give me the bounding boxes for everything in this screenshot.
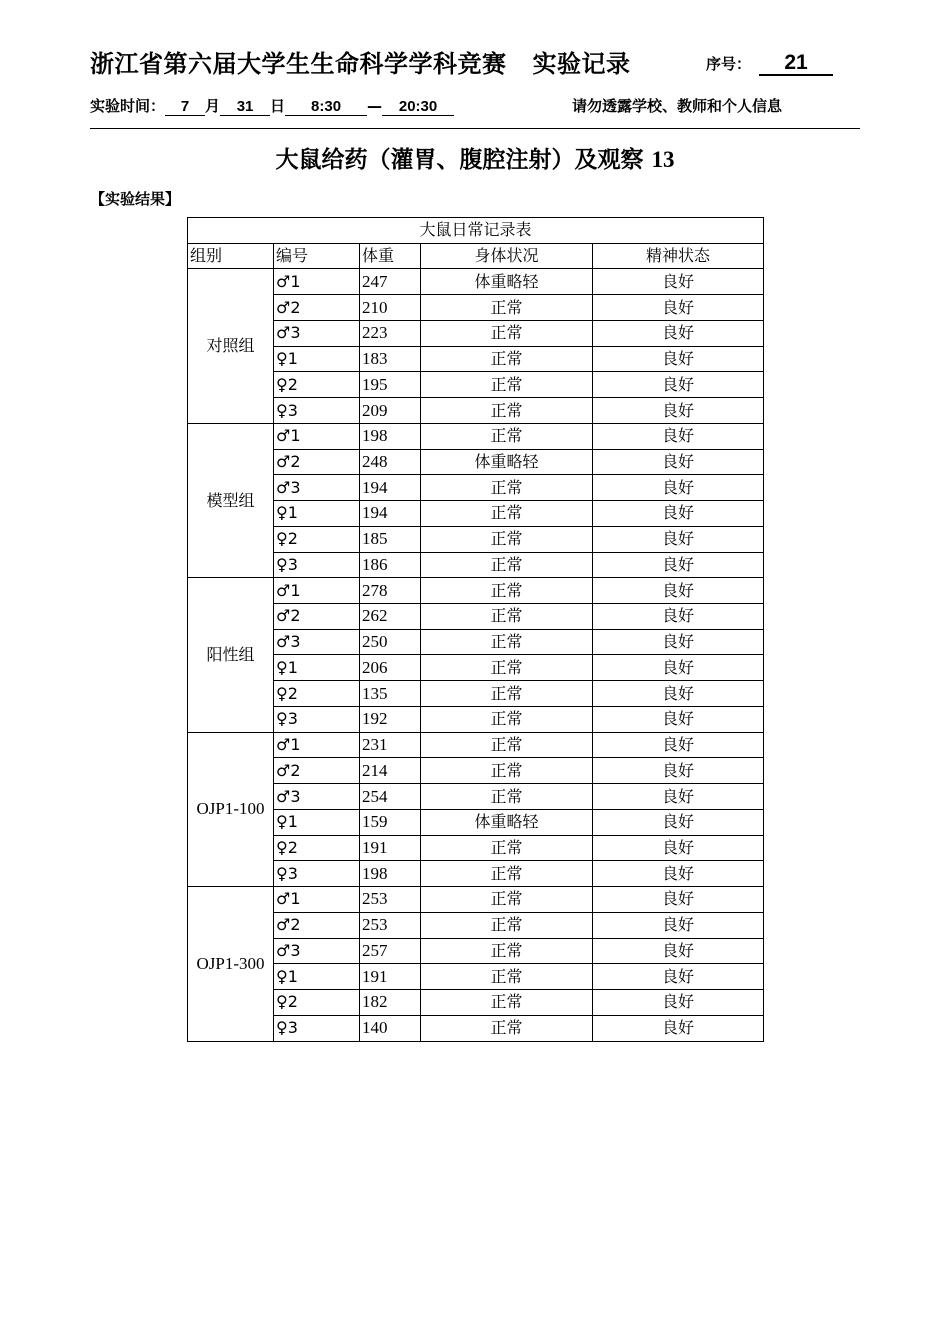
body-condition-cell: 正常 [421, 1015, 593, 1041]
weight-cell: 254 [360, 784, 421, 810]
weight-cell: 250 [360, 629, 421, 655]
body-condition-cell: 正常 [421, 475, 593, 501]
weight-cell: 185 [360, 526, 421, 552]
table-caption-row [188, 218, 764, 244]
weight-cell: 159 [360, 809, 421, 835]
rat-id-cell: ♂2 [274, 604, 360, 630]
rat-id-cell: ♂1 [274, 423, 360, 449]
rat-id-cell: ♂3 [274, 475, 360, 501]
document-title-number: 13 [651, 147, 675, 172]
body-condition-cell: 正常 [421, 346, 593, 372]
body-condition-cell: 正常 [421, 964, 593, 990]
table-row [188, 346, 764, 372]
mental-state-cell: 良好 [593, 423, 764, 449]
mental-state-cell: 良好 [593, 758, 764, 784]
rat-id-cell: ♀3 [274, 1015, 360, 1041]
weight-cell: 257 [360, 938, 421, 964]
body-condition-cell: 正常 [421, 604, 593, 630]
table-row [188, 784, 764, 810]
column-header-group: 组别 [188, 243, 274, 269]
table-row [188, 861, 764, 887]
body-condition-cell: 正常 [421, 732, 593, 758]
weight-cell: 195 [360, 372, 421, 398]
mental-state-cell: 良好 [593, 604, 764, 630]
body-condition-cell: 正常 [421, 887, 593, 913]
table-row [188, 449, 764, 475]
rat-id-cell: ♂1 [274, 732, 360, 758]
weight-cell: 278 [360, 578, 421, 604]
mental-state-cell: 良好 [593, 501, 764, 527]
weight-cell: 183 [360, 346, 421, 372]
mental-state-cell: 良好 [593, 629, 764, 655]
table-row [188, 475, 764, 501]
rat-id-cell: ♀2 [274, 990, 360, 1016]
rat-id-cell: ♂2 [274, 449, 360, 475]
month-value: 7 [165, 98, 205, 116]
table-row [188, 526, 764, 552]
table-row [188, 320, 764, 346]
table-row [188, 887, 764, 913]
rat-daily-record-table [187, 217, 764, 1042]
record-label: 实验记录 [532, 50, 631, 78]
day-value: 31 [220, 98, 270, 116]
body-condition-cell: 正常 [421, 552, 593, 578]
weight-cell: 191 [360, 835, 421, 861]
body-condition-cell: 正常 [421, 629, 593, 655]
rat-id-cell: ♂3 [274, 938, 360, 964]
mental-state-cell: 良好 [593, 475, 764, 501]
weight-cell: 209 [360, 398, 421, 424]
rat-id-cell: ♂2 [274, 912, 360, 938]
mental-state-cell: 良好 [593, 372, 764, 398]
body-condition-cell: 正常 [421, 758, 593, 784]
table-row [188, 1015, 764, 1041]
table-row [188, 295, 764, 321]
serial-number: 21 [759, 52, 833, 76]
mental-state-cell: 良好 [593, 912, 764, 938]
mental-state-cell: 良好 [593, 964, 764, 990]
mental-state-cell: 良好 [593, 887, 764, 913]
table-row [188, 423, 764, 449]
privacy-note: 请勿透露学校、教师和个人信息 [572, 97, 783, 115]
body-condition-cell: 体重略轻 [421, 269, 593, 295]
body-condition-cell: 正常 [421, 912, 593, 938]
table-row [188, 809, 764, 835]
rat-id-cell: ♂3 [274, 629, 360, 655]
rat-id-cell: ♂1 [274, 269, 360, 295]
mental-state-cell: 良好 [593, 295, 764, 321]
mental-state-cell: 良好 [593, 269, 764, 295]
weight-cell: 214 [360, 758, 421, 784]
competition-title [90, 44, 631, 79]
column-header-body-condition: 身体状况 [421, 243, 593, 269]
table-row [188, 629, 764, 655]
table-row [188, 938, 764, 964]
table-caption: 大鼠日常记录表 [188, 218, 764, 244]
weight-cell: 247 [360, 269, 421, 295]
mental-state-cell: 良好 [593, 938, 764, 964]
rat-id-cell: ♀2 [274, 526, 360, 552]
mental-state-cell: 良好 [593, 398, 764, 424]
mental-state-cell: 良好 [593, 809, 764, 835]
table-row [188, 552, 764, 578]
table-row [188, 964, 764, 990]
experiment-time-row [90, 95, 454, 116]
mental-state-cell: 良好 [593, 578, 764, 604]
body-condition-cell: 正常 [421, 295, 593, 321]
body-condition-cell: 正常 [421, 372, 593, 398]
weight-cell: 192 [360, 706, 421, 732]
body-condition-cell: 正常 [421, 784, 593, 810]
mental-state-cell: 良好 [593, 1015, 764, 1041]
body-condition-cell: 体重略轻 [421, 809, 593, 835]
mental-state-cell: 良好 [593, 655, 764, 681]
rat-id-cell: ♀3 [274, 552, 360, 578]
table-row [188, 578, 764, 604]
weight-cell: 210 [360, 295, 421, 321]
rat-id-cell: ♀1 [274, 809, 360, 835]
rat-id-cell: ♀2 [274, 835, 360, 861]
rat-id-cell: ♂3 [274, 784, 360, 810]
serial-number-field [706, 52, 833, 76]
body-condition-cell: 正常 [421, 526, 593, 552]
serial-label: 序号： [706, 55, 752, 73]
group-name-cell: 阳性组 [188, 578, 274, 732]
body-condition-cell: 正常 [421, 835, 593, 861]
table-row [188, 758, 764, 784]
column-header-id: 编号 [274, 243, 360, 269]
document-title-text: 大鼠给药（灌胃、腹腔注射）及观察 [275, 147, 644, 173]
body-condition-cell: 正常 [421, 681, 593, 707]
group-name-cell: 模型组 [188, 423, 274, 577]
weight-cell: 231 [360, 732, 421, 758]
mental-state-cell: 良好 [593, 681, 764, 707]
mental-state-cell: 良好 [593, 526, 764, 552]
rat-id-cell: ♂2 [274, 758, 360, 784]
weight-cell: 198 [360, 423, 421, 449]
weight-cell: 262 [360, 604, 421, 630]
day-unit: 日 [270, 97, 286, 115]
table-row [188, 835, 764, 861]
weight-cell: 186 [360, 552, 421, 578]
body-condition-cell: 正常 [421, 398, 593, 424]
rat-id-cell: ♀1 [274, 501, 360, 527]
weight-cell: 191 [360, 964, 421, 990]
body-condition-cell: 体重略轻 [421, 449, 593, 475]
table-row [188, 269, 764, 295]
rat-id-cell: ♂1 [274, 578, 360, 604]
time-dash: — [367, 97, 383, 115]
column-header-weight: 体重 [360, 243, 421, 269]
mental-state-cell: 良好 [593, 449, 764, 475]
table-row [188, 604, 764, 630]
table-row [188, 372, 764, 398]
weight-cell: 135 [360, 681, 421, 707]
weight-cell: 253 [360, 912, 421, 938]
body-condition-cell: 正常 [421, 990, 593, 1016]
column-header-mental-state: 精神状态 [593, 243, 764, 269]
table-row [188, 912, 764, 938]
table-header-row [188, 243, 764, 269]
weight-cell: 182 [360, 990, 421, 1016]
mental-state-cell: 良好 [593, 861, 764, 887]
time-label: 实验时间： [90, 97, 166, 115]
rat-id-cell: ♀3 [274, 706, 360, 732]
mental-state-cell: 良好 [593, 784, 764, 810]
end-time: 20:30 [382, 98, 454, 116]
rat-id-cell: ♀3 [274, 398, 360, 424]
rat-id-cell: ♀1 [274, 964, 360, 990]
document-title [0, 141, 950, 174]
table-row [188, 706, 764, 732]
header-divider [90, 128, 860, 129]
rat-id-cell: ♀1 [274, 346, 360, 372]
body-condition-cell: 正常 [421, 423, 593, 449]
rat-id-cell: ♀3 [274, 861, 360, 887]
rat-id-cell: ♂1 [274, 887, 360, 913]
mental-state-cell: 良好 [593, 552, 764, 578]
table-row [188, 681, 764, 707]
body-condition-cell: 正常 [421, 320, 593, 346]
weight-cell: 253 [360, 887, 421, 913]
body-condition-cell: 正常 [421, 501, 593, 527]
rat-id-cell: ♀2 [274, 681, 360, 707]
weight-cell: 194 [360, 501, 421, 527]
body-condition-cell: 正常 [421, 861, 593, 887]
month-unit: 月 [205, 97, 221, 115]
group-name-cell: 对照组 [188, 269, 274, 423]
rat-id-cell: ♂2 [274, 295, 360, 321]
mental-state-cell: 良好 [593, 706, 764, 732]
mental-state-cell: 良好 [593, 835, 764, 861]
body-condition-cell: 正常 [421, 706, 593, 732]
body-condition-cell: 正常 [421, 578, 593, 604]
rat-id-cell: ♀2 [274, 372, 360, 398]
table-row [188, 501, 764, 527]
weight-cell: 194 [360, 475, 421, 501]
table-row [188, 990, 764, 1016]
body-condition-cell: 正常 [421, 938, 593, 964]
mental-state-cell: 良好 [593, 990, 764, 1016]
mental-state-cell: 良好 [593, 732, 764, 758]
weight-cell: 206 [360, 655, 421, 681]
start-time: 8:30 [285, 98, 367, 116]
competition-name: 浙江省第六届大学生生命科学学科竞赛 [90, 50, 507, 78]
rat-id-cell: ♀1 [274, 655, 360, 681]
section-label: 【实验结果】 [90, 190, 181, 208]
weight-cell: 248 [360, 449, 421, 475]
weight-cell: 140 [360, 1015, 421, 1041]
mental-state-cell: 良好 [593, 320, 764, 346]
mental-state-cell: 良好 [593, 346, 764, 372]
table-row [188, 398, 764, 424]
group-name-cell: OJP1-300 [188, 887, 274, 1041]
group-name-cell: OJP1-100 [188, 732, 274, 886]
weight-cell: 223 [360, 320, 421, 346]
weight-cell: 198 [360, 861, 421, 887]
table-row [188, 655, 764, 681]
table-row [188, 732, 764, 758]
body-condition-cell: 正常 [421, 655, 593, 681]
rat-id-cell: ♂3 [274, 320, 360, 346]
